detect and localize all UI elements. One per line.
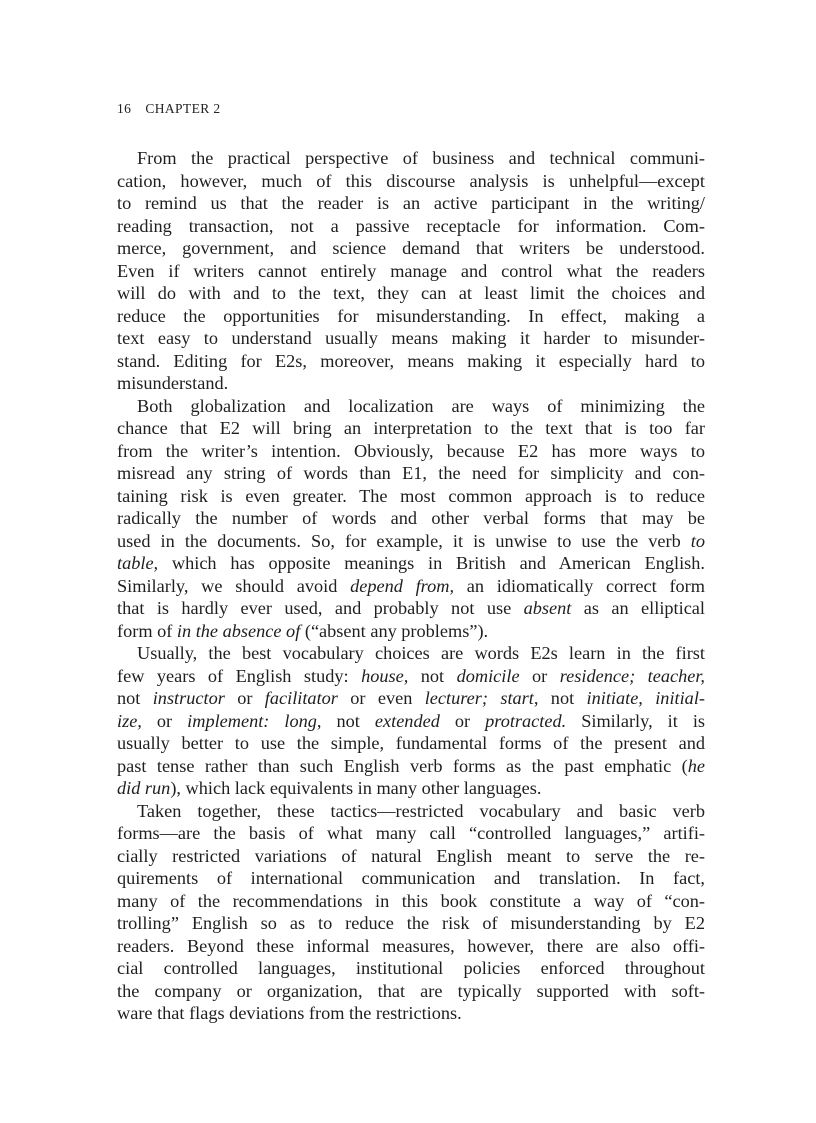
text-line: Taken together, these tactics—restricted vocabulary and basic verb	[137, 800, 705, 821]
body-text	[117, 147, 705, 1025]
text-line: not instructor or facilitator or even lecturer; start, not initiate, initial-	[117, 688, 705, 708]
text-line: many of the recommendations in this book constitute a way of “con-	[117, 890, 705, 911]
text-line: cial controlled languages, institutional policies enforced throughout	[117, 958, 705, 978]
page-number: 16	[117, 101, 132, 116]
text-line: used in the documents. So, for example, it is unwise to use the verb to	[117, 530, 705, 551]
text-line: forms—are the basis of what many call “controlled languages,” artifi-	[117, 823, 705, 843]
text-line: merce, government, and science demand that writers be understood.	[117, 238, 705, 258]
text-line: to remind us that the reader is an active participant in the writing/	[117, 193, 705, 213]
text-line: misread any string of words than E1, the need for simplicity and con-	[117, 463, 705, 483]
text-line: will do with and to the text, they can at least limit the choices and	[117, 283, 705, 303]
text-line: From the practical perspective of business and technical communi-	[137, 148, 705, 168]
text-line: chance that E2 will bring an interpretation to the text that is too far	[117, 418, 705, 438]
text-line: text easy to understand usually means making it harder to misunder-	[117, 328, 705, 348]
text-line: misunderstand.	[117, 373, 229, 393]
chapter-label: CHAPTER 2	[145, 101, 221, 116]
text-line: ize, or implement: long, not extended or protracted. Similarly, it is	[117, 710, 705, 731]
text-line: cially restricted variations of natural English meant to serve the re-	[117, 845, 705, 866]
text-line: reduce the opportunities for misunderstanding. In effect, making a	[117, 305, 705, 326]
text-line: ware that flags deviations from the restrictions.	[117, 1003, 462, 1023]
text-line: that is hardly ever used, and probably not use absent as an elliptical	[117, 598, 705, 618]
text-line: form of in the absence of (“absent any problems”).	[117, 620, 489, 641]
text-line: past tense rather than such English verb forms as the past emphatic (he	[117, 755, 705, 776]
text-line: Similarly, we should avoid depend from, an idiomatically correct form	[117, 575, 705, 596]
running-head	[117, 101, 221, 117]
text-line: usually better to use the simple, fundamental forms of the present and	[117, 733, 705, 753]
text-line: quirements of international communication and translation. In fact,	[117, 868, 705, 888]
text-line: Both globalization and localization are ways of minimizing the	[137, 395, 705, 416]
text-line: Usually, the best vocabulary choices are words E2s learn in the first	[137, 643, 705, 663]
text-line: readers. Beyond these informal measures, however, there are also offi-	[117, 935, 705, 956]
text-line: did run), which lack equivalents in many other languages.	[117, 778, 542, 798]
text-line: Even if writers cannot entirely manage and control what the readers	[117, 260, 705, 281]
text-line: few years of English study: house, not domicile or residence; teacher,	[117, 665, 705, 686]
text-line: the company or organization, that are typically supported with soft-	[117, 980, 705, 1001]
text-line: trolling” English so as to reduce the risk of misunderstanding by E2	[117, 913, 705, 933]
text-line: from the writer’s intention. Obviously, because E2 has more ways to	[117, 440, 705, 461]
text-line: taining risk is even greater. The most common approach is to reduce	[117, 485, 705, 506]
text-line: reading transaction, not a passive receptacle for information. Com-	[117, 215, 705, 236]
text-line: radically the number of words and other verbal forms that may be	[117, 508, 705, 528]
text-line: stand. Editing for E2s, moreover, means making it especially hard to	[117, 350, 705, 371]
text-line: table, which has opposite meanings in British and American English.	[117, 553, 705, 573]
text-line: cation, however, much of this discourse analysis is unhelpful—except	[117, 170, 705, 191]
